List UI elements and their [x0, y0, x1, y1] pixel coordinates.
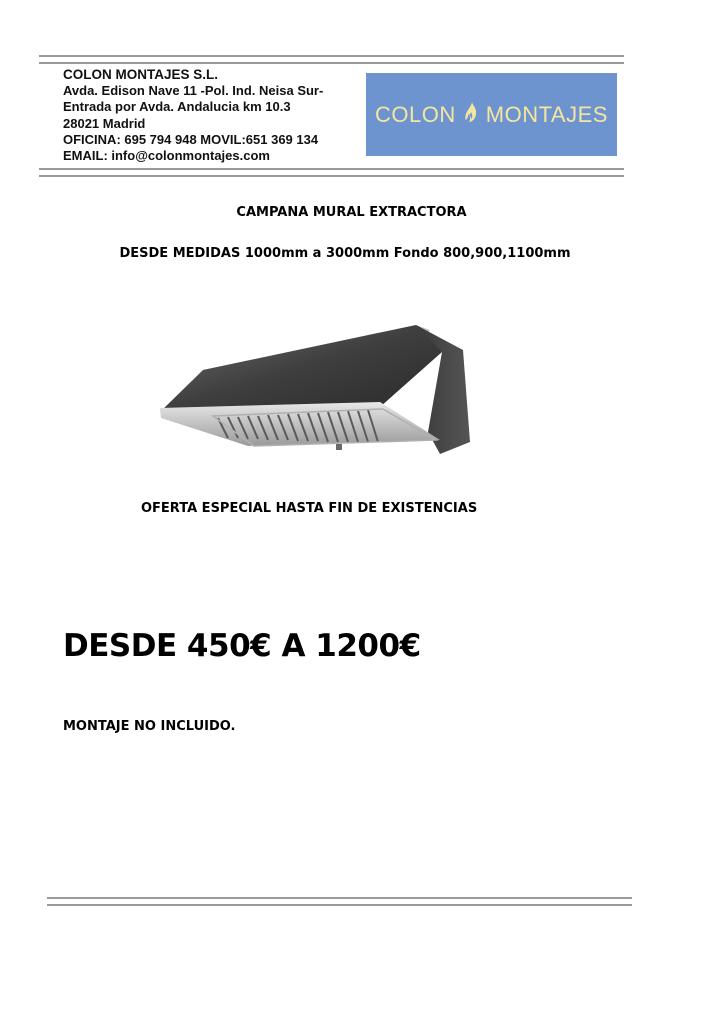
price-range: DESDE 450€ A 1200€ — [63, 628, 421, 664]
phone-numbers: OFICINA: 695 794 948 MOVIL:651 369 134 — [63, 131, 319, 147]
special-offer-text: OFERTA ESPECIAL HASTA FIN DE EXISTENCIAS — [141, 501, 478, 516]
product-title: CAMPANA MURAL EXTRACTORA — [236, 205, 467, 220]
assembly-note: MONTAJE NO INCLUIDO. — [63, 719, 236, 734]
logo-word-left: COLON — [375, 101, 456, 127]
address-line-3: 28021 Madrid — [63, 115, 146, 131]
header-bottom-divider — [39, 168, 624, 177]
footer-divider — [47, 897, 632, 906]
company-name: COLON MONTAJES S.L. — [63, 67, 219, 82]
address-line-1: Avda. Edison Nave 11 -Pol. Ind. Neisa Sur- — [63, 83, 324, 99]
product-sizes: DESDE MEDIDAS 1000mm a 3000mm Fondo 800,900,1100mm — [119, 246, 571, 261]
company-info — [63, 67, 363, 164]
header-top-divider — [39, 55, 624, 64]
logo-word-right: MONTAJES — [485, 101, 608, 127]
email-address: EMAIL: info@colonmontajes.com — [63, 148, 270, 164]
address-line-2: Entrada por Avda. Andalucia km 10.3 — [63, 99, 291, 115]
range-hood-image — [158, 322, 474, 456]
company-logo — [366, 73, 617, 156]
flame-icon — [464, 101, 478, 129]
